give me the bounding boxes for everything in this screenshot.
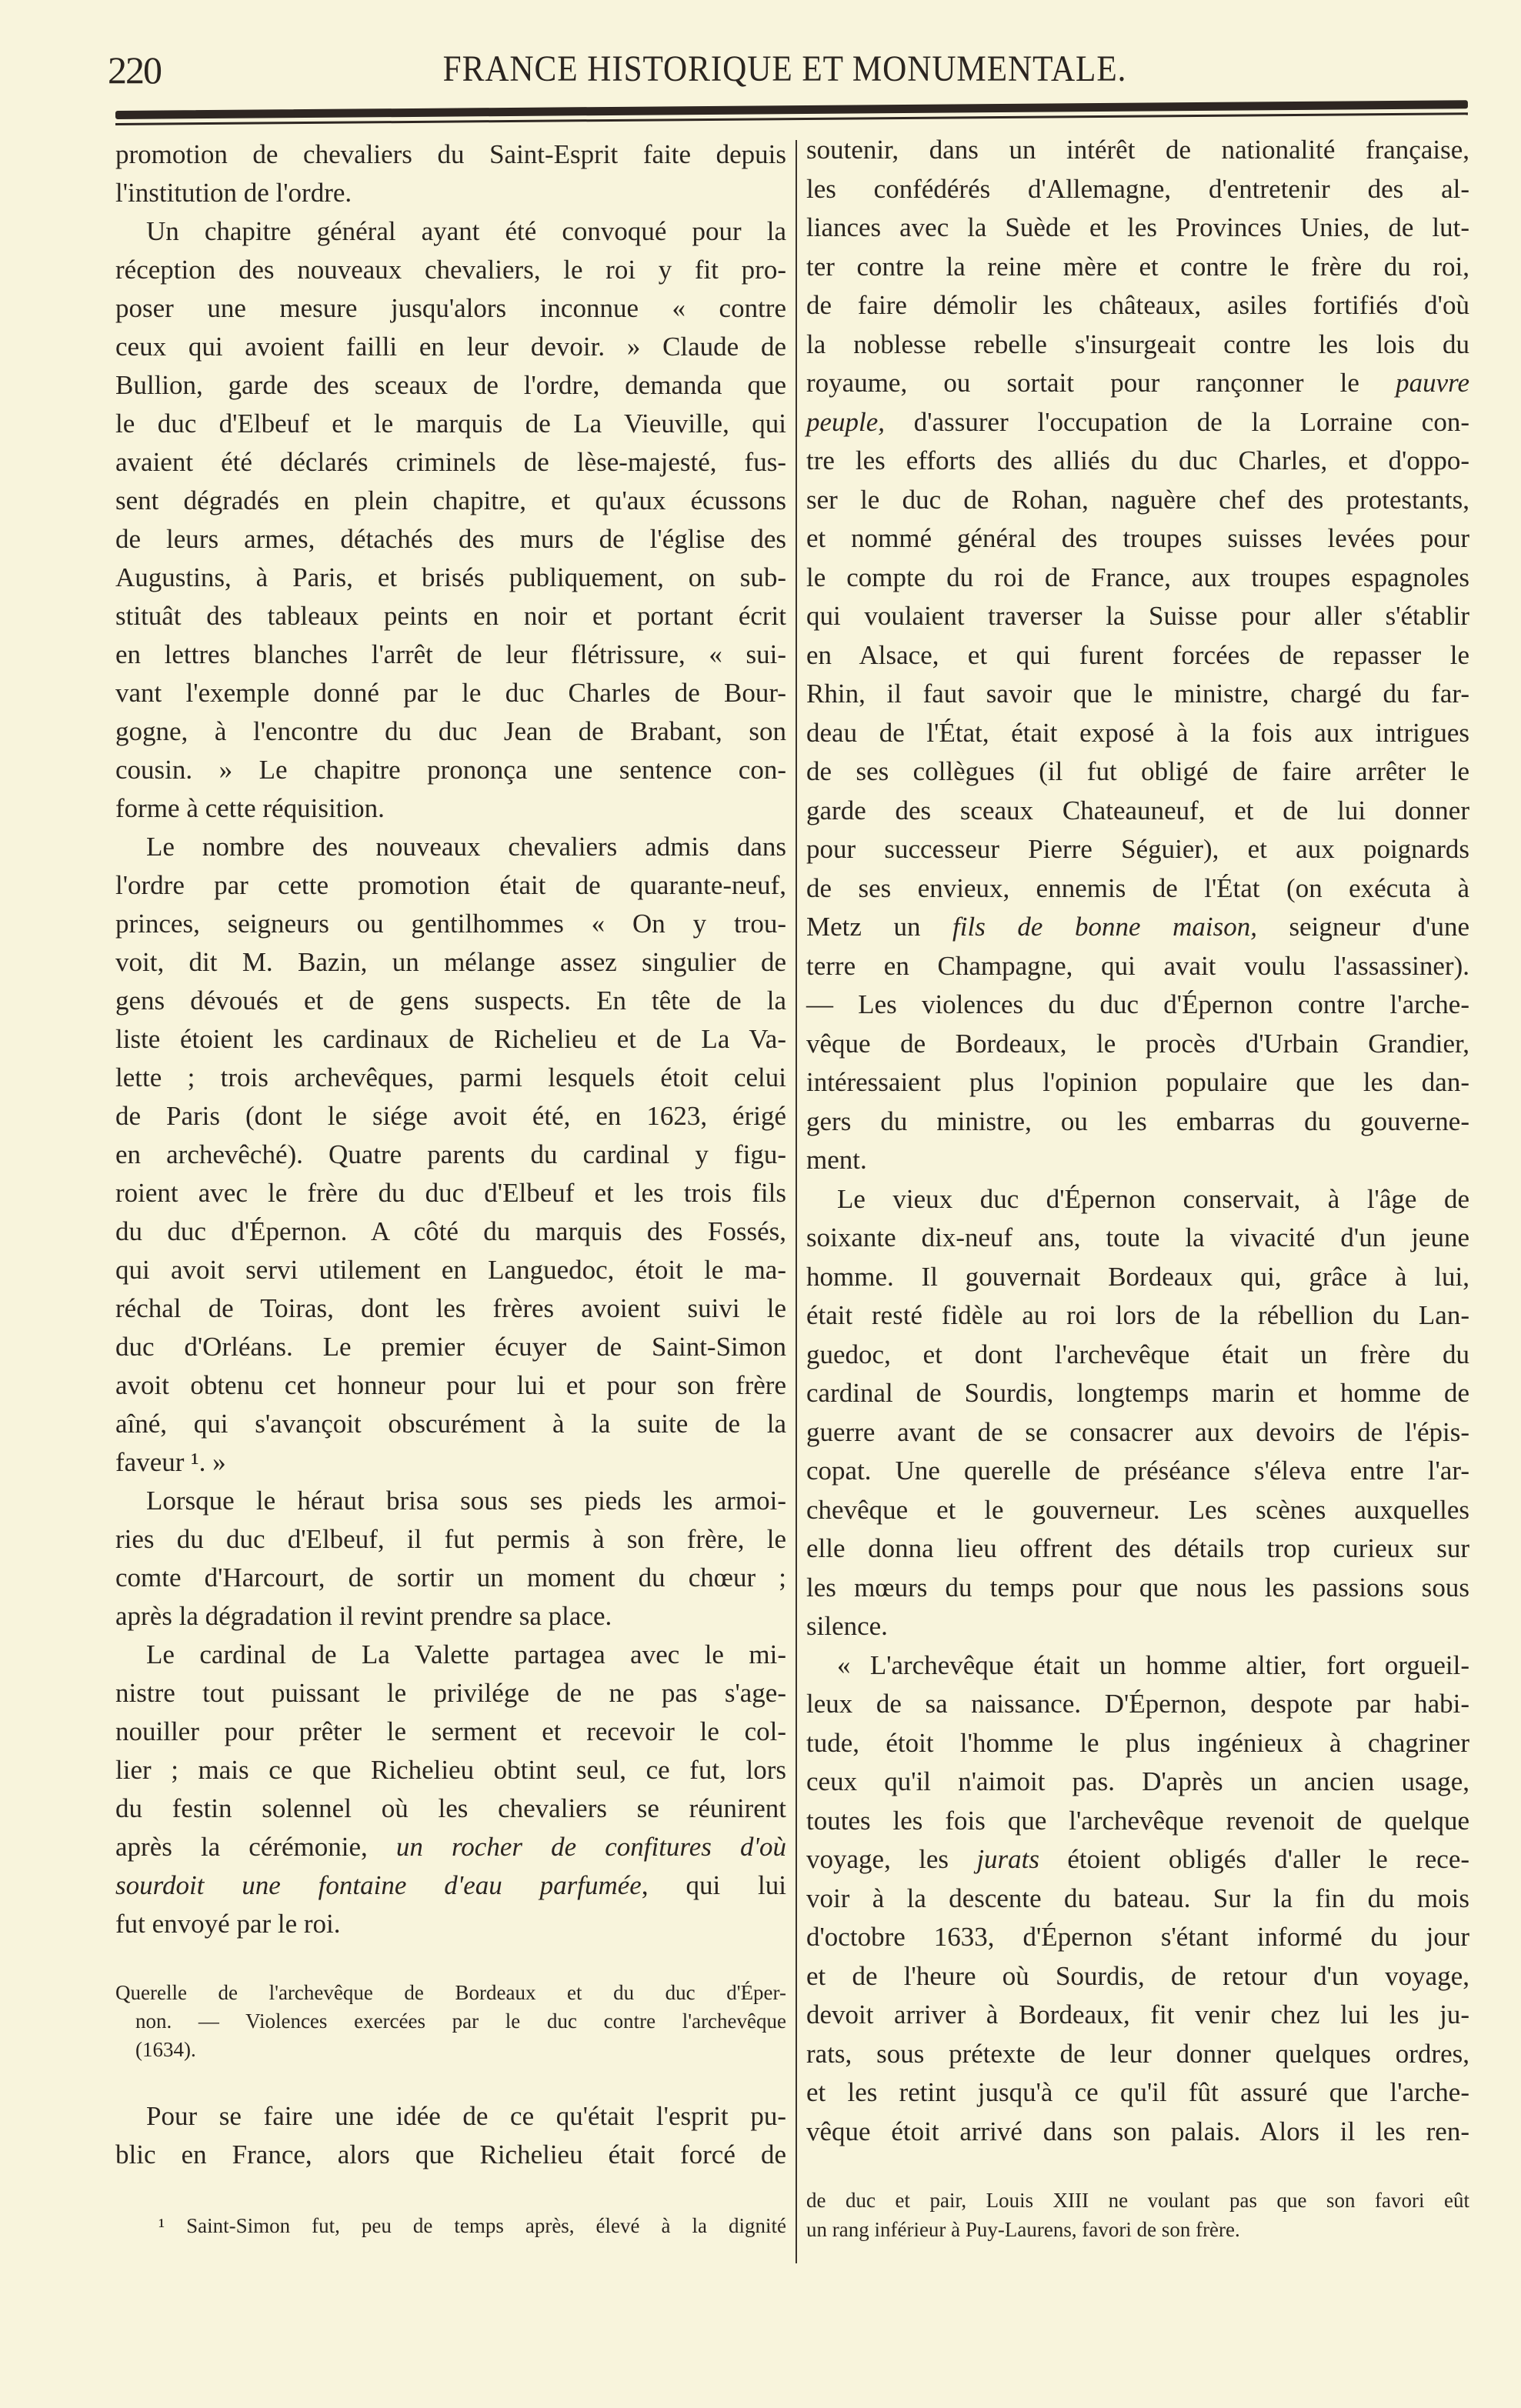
text-line: devoit arriver à Bordeaux, fit venir chez lui les ju-: [806, 1999, 1469, 2029]
text-run: , qui lui: [641, 1870, 786, 1900]
text-line: « L'archevêque était un homme altier, fort orgueil-: [837, 1649, 1469, 1680]
paragraph: [806, 1646, 1469, 2152]
text-line: avoit obtenu cet honneur pour lui et pour son frère: [115, 1370, 786, 1400]
header-rule-thick: [115, 100, 1468, 119]
text-line: blic en France, alors que Richelieu était forcé de: [115, 2140, 786, 2170]
text-line: [806, 403, 1469, 442]
text-line: duc d'Orléans. Le premier écuyer de Saint-Simon: [115, 1332, 786, 1362]
sidenote-line: Querelle de l'archevêque de Bordeaux et du duc d'Éper-: [115, 1981, 786, 2004]
text-line: soixante dix-neuf ans, toute la vivacité d'un jeune: [806, 1222, 1469, 1252]
text-line: et nommé général des troupes suisses levées pour: [806, 523, 1469, 553]
paragraph: [115, 1482, 786, 1636]
text-line: stituât des tableaux peints en noir et portant écrit: [115, 601, 786, 631]
text-line: du festin solennel où les chevaliers se réunirent: [115, 1793, 786, 1823]
text-line: réception des nouveaux chevaliers, le roi y fit pro-: [115, 255, 786, 285]
text-line: nouiller pour prêter le serment et recevoir le col-: [115, 1716, 786, 1746]
text-line: Bullion, garde des sceaux de l'ordre, demanda que: [115, 370, 786, 400]
text-line: guedoc, et dont l'archevêque était un frère du: [806, 1339, 1469, 1369]
text-run: après la cérémonie,: [115, 1832, 396, 1862]
text-line: — Les violences du duc d'Épernon contre l'arche-: [806, 989, 1469, 1019]
text-line: la noblesse rebelle s'insurgeait contre les lois du: [806, 329, 1469, 359]
text-run: royaume, ou sortait pour rançonner le: [806, 368, 1396, 398]
text-line: deau de l'État, était exposé à la fois aux intrigues: [806, 717, 1469, 748]
running-title: FRANCE HISTORIQUE ET MONUMENTALE.: [442, 48, 1127, 89]
text-line: en archevêché). Quatre parents du cardinal y figu-: [115, 1139, 786, 1169]
sidenote-line: non. — Violences exercées par le duc contre l'archevêque: [135, 2009, 786, 2033]
text-line: leux de sa naissance. D'Épernon, despote par habi-: [806, 1689, 1469, 1719]
text-line: vant l'exemple donné par le duc Charles de Bour-: [115, 678, 786, 708]
text-line: terre en Champagne, qui avait voulu l'assassiner).: [806, 950, 1469, 981]
text-line: homme. Il gouvernait Bordeaux qui, grâce à lui,: [806, 1261, 1469, 1292]
text-run: Metz un: [806, 912, 953, 942]
sidenote-line: (1634).: [135, 2038, 196, 2061]
paragraph: [115, 135, 786, 212]
text-line: vêque de Bordeaux, le procès d'Urbain Grandier,: [806, 1028, 1469, 1059]
text-line: Un chapitre général ayant été convoqué pour la: [146, 216, 786, 246]
text-line: promotion de chevaliers du Saint-Esprit faite depuis: [115, 139, 786, 169]
text-line: ¹ Saint-Simon fut, peu de temps après, élevé à la dignité: [158, 2214, 786, 2237]
text-line: [115, 1828, 786, 1866]
text-line: fut envoyé par le roi.: [115, 1909, 341, 1939]
footnote-right: [806, 2186, 1469, 2244]
text-line: princes, seigneurs ou gentilhommes « On y trou-: [115, 909, 786, 939]
text-line: de duc et pair, Louis XIII ne voulant pas que son favori eût: [806, 2189, 1469, 2212]
text-line: Le vieux duc d'Épernon conservait, à l'âge de: [837, 1183, 1469, 1214]
text-line: Pour se faire une idée de ce qu'était l'esprit pu-: [146, 2101, 786, 2131]
marginal-summary: [115, 1979, 786, 2064]
text-line: guerre avant de se consacrer aux devoirs de l'épis-: [806, 1416, 1469, 1447]
text-line: qui voulaient traverser la Suisse pour aller s'établir: [806, 601, 1469, 631]
paragraph: [806, 2186, 1469, 2244]
text-line: de leurs armes, détachés des murs de l'église des: [115, 524, 786, 554]
text-line: comte d'Harcourt, de sortir un moment du chœur ;: [115, 1563, 786, 1593]
italic-text: fils de bonne maison,: [952, 912, 1257, 942]
text-line: Lorsque le héraut brisa sous ses pieds les armoi-: [146, 1486, 786, 1516]
text-line: lier ; mais ce que Richelieu obtint seul, ce fut, lors: [115, 1755, 786, 1785]
text-line: l'institution de l'ordre.: [115, 178, 352, 208]
text-line: Le nombre des nouveaux chevaliers admis dans: [146, 832, 786, 862]
text-line: ries du duc d'Elbeuf, il fut permis à son frère, le: [115, 1524, 786, 1554]
italic-text: jurats: [976, 1844, 1040, 1874]
text-line: Rhin, il faut savoir que le ministre, chargé du far-: [806, 679, 1469, 709]
paragraph: [115, 828, 786, 1482]
text-line: gogne, à l'encontre du duc Jean de Brabant, son: [115, 716, 786, 746]
text-line: faveur ¹. »: [115, 1447, 226, 1477]
text-line: lette ; trois archevêques, parmi lesquels étoit celui: [115, 1062, 786, 1092]
paragraph: [115, 212, 786, 828]
text-line: garde des sceaux Chateauneuf, et de lui donner: [806, 795, 1469, 825]
text-line: cousin. » Le chapitre prononça une sentence con-: [115, 755, 786, 785]
text-line: après la dégradation il revint prendre sa place.: [115, 1601, 612, 1631]
text-line: de Paris (dont le siége avoit été, en 1623, érigé: [115, 1101, 786, 1131]
text-line: copat. Une querelle de préséance s'éleva entre l'ar-: [806, 1456, 1469, 1486]
left-column-continuation: [115, 2097, 786, 2174]
text-line: le duc d'Elbeuf et le marquis de La Vieuville, qui: [115, 409, 786, 439]
footnote-left: [138, 2211, 786, 2240]
text-line: ment.: [806, 1145, 867, 1175]
text-line: du duc d'Épernon. A côté du marquis des Fossés,: [115, 1216, 786, 1246]
paragraph: [806, 1180, 1469, 1646]
column-divider: [796, 140, 797, 2263]
text-line: réchal de Toiras, dont les frères avoient suivi le: [115, 1293, 786, 1323]
text-line: toutes les fois que l'archevêque revenoit de quelque: [806, 1805, 1469, 1836]
text-run: seigneur d'une: [1256, 912, 1469, 942]
text-line: [115, 1866, 786, 1905]
text-line: Le cardinal de La Valette partagea avec le mi-: [146, 1639, 786, 1669]
text-line: liances avec la Suède et les Provinces Unies, de lut-: [806, 212, 1469, 242]
text-line: gens dévoués et de gens suspects. En tête de la: [115, 986, 786, 1016]
text-line: [806, 364, 1469, 403]
text-line: soutenir, dans un intérêt de nationalité française,: [806, 135, 1469, 165]
text-line: ser le duc de Rohan, naguère chef des protestants,: [806, 484, 1469, 515]
text-line: l'ordre par cette promotion était de quarante-neuf,: [115, 870, 786, 900]
text-line: gers du ministre, ou les embarras du gouverne-: [806, 1106, 1469, 1136]
text-line: les mœurs du temps pour que nous les passions sous: [806, 1572, 1469, 1603]
italic-text: pauvre: [1396, 368, 1469, 398]
text-line: de ses envieux, ennemis de l'État (on exécuta à: [806, 872, 1469, 903]
text-line: en lettres blanches l'arrêt de leur flétrissure, « sui-: [115, 639, 786, 669]
text-line: [806, 908, 1469, 947]
text-line: le compte du roi de France, aux troupes espagnoles: [806, 562, 1469, 592]
text-line: Augustins, à Paris, et brisés publiquement, on sub-: [115, 562, 786, 592]
text-line: qui avoit servi utilement en Languedoc, étoit le ma-: [115, 1255, 786, 1285]
text-line: tude, étoit l'homme le plus ingénieux à chagriner: [806, 1727, 1469, 1758]
text-line: silence.: [806, 1611, 888, 1641]
text-line: nistre tout puissant le privilége de ne pas s'age-: [115, 1678, 786, 1708]
paragraph: [115, 1636, 786, 1943]
text-line: ter contre la reine mère et contre le frère du roi,: [806, 251, 1469, 282]
italic-text: sourdoit une fontaine d'eau parfumée: [115, 1870, 642, 1900]
text-line: cardinal de Sourdis, longtemps marin et homme de: [806, 1378, 1469, 1408]
text-line: voir à la descente du bateau. Sur la fin du mois: [806, 1883, 1469, 1913]
text-line: voit, dit M. Bazin, un mélange assez singulier de: [115, 947, 786, 977]
text-line: vêque étoit arrivé dans son palais. Alors il les ren-: [806, 2116, 1469, 2146]
text-line: forme à cette réquisition.: [115, 793, 385, 823]
paragraph: [806, 131, 1469, 1180]
paragraph: [115, 2097, 786, 2174]
text-line: avaient été déclarés criminels de lèse-majesté, fus-: [115, 447, 786, 477]
text-run: voyage, les: [806, 1844, 977, 1874]
text-line: pour successeur Pierre Séguier), et aux poignards: [806, 834, 1469, 864]
text-line: intéressaient plus l'opinion populaire que les dan-: [806, 1067, 1469, 1097]
page-number: 220: [108, 48, 161, 92]
text-line: d'octobre 1633, d'Épernon s'étant informé du jour: [806, 1922, 1469, 1952]
text-line: [806, 1840, 1469, 1879]
text-line: poser une mesure jusqu'alors inconnue « contre: [115, 293, 786, 323]
text-line: roient avec le frère du duc d'Elbeuf et les trois fils: [115, 1178, 786, 1208]
text-line: aîné, qui s'avançoit obscurément à la suite de la: [115, 1409, 786, 1439]
text-line: était resté fidèle au roi lors de la rébellion du Lan-: [806, 1300, 1469, 1330]
text-line: chevêque et le gouverneur. Les scènes auxquelles: [806, 1494, 1469, 1525]
text-line: en Alsace, et qui furent forcées de repasser le: [806, 639, 1469, 670]
text-line: ceux qui avoient failli en leur devoir. » Claude de: [115, 332, 786, 362]
left-column-text: [115, 135, 786, 1943]
text-line: de ses collègues (il fut obligé de faire arrêter le: [806, 756, 1469, 786]
italic-text: peuple,: [806, 406, 886, 437]
right-column-text: [806, 131, 1469, 2151]
text-line: un rang inférieur à Puy-Laurens, favori de son frère.: [806, 2218, 1240, 2241]
text-run: d'assurer l'occupation de la Lorraine con-: [885, 406, 1469, 437]
text-line: ceux qu'il n'aimoit pas. D'après un ancien usage,: [806, 1766, 1469, 1796]
text-line: et les retint jusqu'à ce qu'il fût assuré que l'arche-: [806, 2077, 1469, 2107]
text-line: les confédérés d'Allemagne, d'entretenir des al-: [806, 173, 1469, 204]
text-run: étoient obligés d'aller le rece-: [1039, 1844, 1470, 1874]
text-line: de faire démolir les châteaux, asiles fortifiés d'où: [806, 290, 1469, 320]
text-line: et de l'heure où Sourdis, de retour d'un voyage,: [806, 1960, 1469, 1991]
italic-text: un rocher de confitures d'où: [395, 1832, 786, 1862]
text-line: tre les efforts des alliés du duc Charles, et d'oppo-: [806, 445, 1469, 475]
paragraph: [138, 2211, 786, 2240]
text-line: elle donna lieu offrent des détails trop curieux sur: [806, 1533, 1469, 1563]
text-line: rats, sous prétexte de leur donner quelques ordres,: [806, 2038, 1469, 2069]
text-line: sent dégradés en plein chapitre, et qu'aux écussons: [115, 485, 786, 515]
text-line: liste étoient les cardinaux de Richelieu et de La Va-: [115, 1024, 786, 1054]
